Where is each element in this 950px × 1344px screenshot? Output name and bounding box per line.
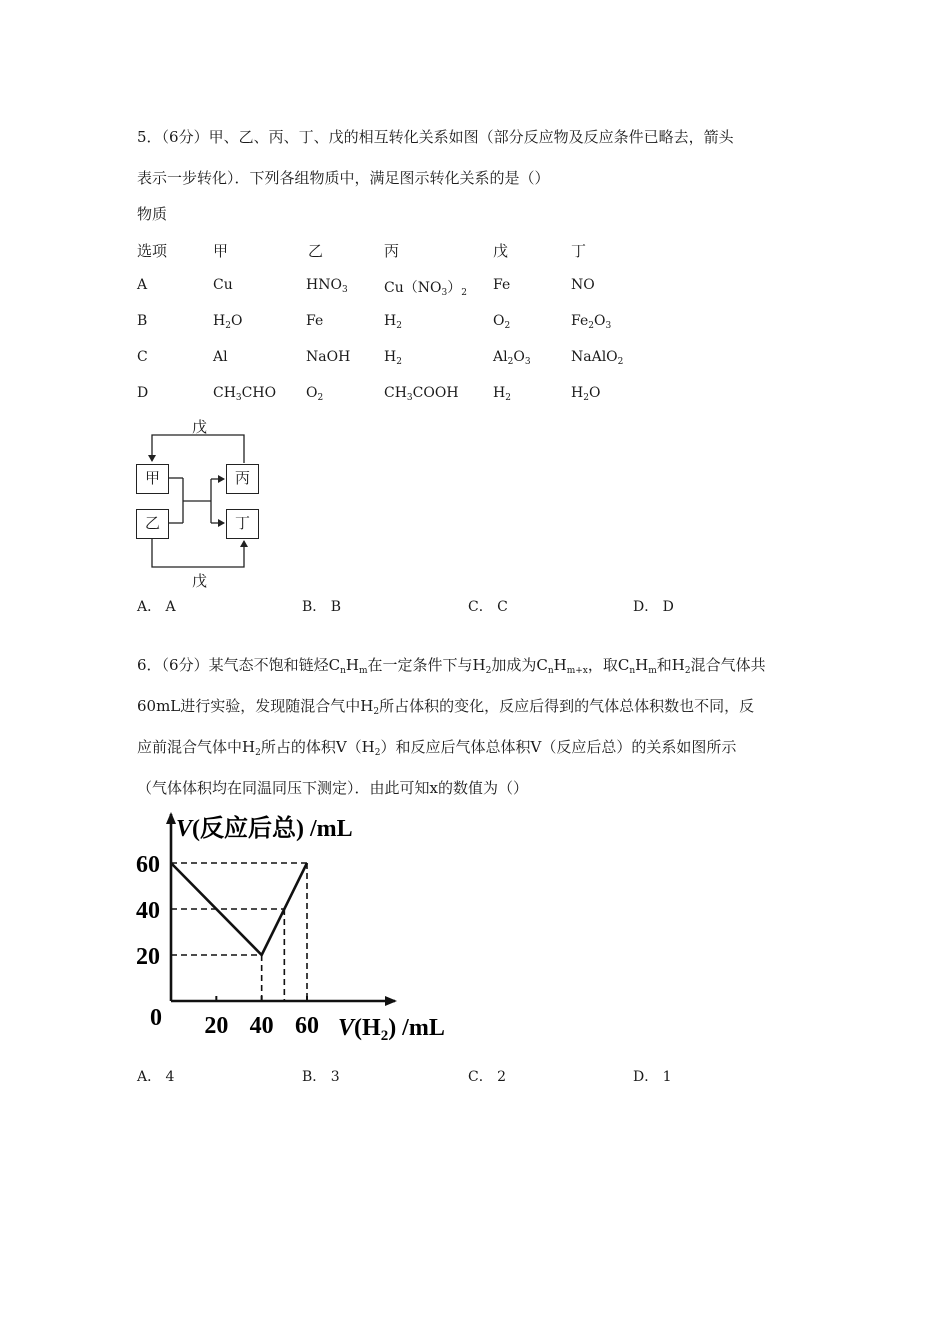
table-cell-b-ding: $Fe_2O_3$ bbox=[571, 313, 612, 331]
q6-stem-line1: 6．（6分）某气态不饱和链烃$C_nH_m$在一定条件下与$H_2$加成为$C_nH_{m+x}$，取$C_nH_m$和$H_2$混合气体共 bbox=[137, 656, 766, 676]
table-cell-b-jia: $H_2O$ bbox=[213, 313, 243, 331]
x-axis-label: $V(H_2)$ /mL bbox=[338, 1015, 445, 1043]
table-cell-d-jia: $CH_3CHO$ bbox=[213, 385, 277, 403]
table-cell-b-wu: $O_2$ bbox=[493, 313, 511, 331]
diagram-arrows bbox=[120, 410, 280, 595]
y-tick-label: 60 bbox=[136, 852, 160, 878]
table-cell-a-yi: $HNO_3$ bbox=[306, 277, 348, 295]
y-tick-label: 40 bbox=[136, 898, 160, 924]
table-cell-d-option: D bbox=[137, 385, 149, 401]
q6-choice-c[interactable]: C． 2 bbox=[468, 1069, 507, 1085]
q5-choice-a[interactable]: A． A bbox=[137, 599, 176, 615]
table-cell-c-jia: Al bbox=[213, 349, 228, 365]
table-cell-c-bing: $H_2$ bbox=[384, 349, 402, 367]
table-cell-a-jia: Cu bbox=[213, 277, 233, 293]
arrow-label-bottom: 戊 bbox=[192, 572, 208, 590]
table-cell-a-option: A bbox=[137, 277, 148, 293]
q6-stem-line3: 应前混合气体中$H_2$所占的体积$V(H_2)$和反应后气体总体积V（反应后总）的关系如图所示 bbox=[137, 738, 737, 758]
table-cell-b-yi: Fe bbox=[306, 313, 324, 329]
table-header-material: 物质 bbox=[137, 205, 168, 223]
table-cell-a-bing: $Cu(NO_3)_2$ bbox=[384, 280, 467, 298]
q5-choice-d[interactable]: D． D bbox=[633, 599, 674, 615]
box-jia: 甲 bbox=[136, 464, 169, 494]
box-yi: 乙 bbox=[136, 509, 169, 539]
table-header-bing: 丙 bbox=[384, 242, 400, 260]
volume-chart bbox=[130, 808, 460, 1043]
origin-label: 0 bbox=[150, 1005, 162, 1031]
y-tick-label: 20 bbox=[136, 944, 160, 970]
arrow-label-top: 戊 bbox=[192, 418, 208, 436]
box-bing: 丙 bbox=[226, 464, 259, 494]
x-tick-label: 60 bbox=[295, 1013, 319, 1039]
table-cell-c-yi: NaOH bbox=[306, 349, 351, 365]
table-cell-a-wu: Fe bbox=[493, 277, 511, 293]
q6-choice-a[interactable]: A． 4 bbox=[137, 1069, 175, 1085]
table-header-option: 选项 bbox=[137, 242, 168, 260]
table-header-yi: 乙 bbox=[308, 242, 324, 260]
table-cell-a-ding: NO bbox=[571, 277, 595, 293]
q6-stem-line4: （气体体积均在同温同压下测定）．由此可知x的数值为（） bbox=[137, 779, 528, 797]
table-cell-c-ding: NaAlO$_2$ bbox=[571, 349, 624, 367]
q6-choice-d[interactable]: D． 1 bbox=[633, 1069, 672, 1085]
q5-stem-line2: 表示一步转化）．下列各组物质中，满足图示转化关系的是（） bbox=[137, 169, 550, 187]
table-header-ding: 丁 bbox=[571, 242, 587, 260]
q5-choice-c[interactable]: C． C bbox=[468, 599, 508, 615]
table-header-jia: 甲 bbox=[213, 242, 229, 260]
table-cell-b-option: B bbox=[137, 313, 148, 329]
y-axis-label: V(反应后总) /mL bbox=[176, 816, 353, 842]
table-header-wu: 戊 bbox=[493, 242, 509, 260]
table-cell-b-bing: $H_2$ bbox=[384, 313, 402, 331]
q6-stem-line2: 60mL进行实验，发现随混合气中$H_2$所占体积的变化，反应后得到的气体总体积数也不同，反 bbox=[137, 697, 755, 717]
table-cell-d-bing: $CH_3COOH$ bbox=[384, 385, 459, 403]
table-cell-c-option: C bbox=[137, 349, 148, 365]
table-cell-d-wu: $H_2$ bbox=[493, 385, 511, 403]
x-tick-label: 40 bbox=[249, 1013, 274, 1039]
box-ding: 丁 bbox=[226, 509, 259, 539]
q5-choice-b[interactable]: B． B bbox=[302, 599, 342, 615]
x-tick-label: 20 bbox=[204, 1013, 229, 1039]
table-cell-c-wu: $Al_2O_3$ bbox=[493, 349, 531, 367]
table-cell-d-yi: $O_2$ bbox=[306, 385, 324, 403]
table-cell-d-ding: $H_2O$ bbox=[571, 385, 601, 403]
q5-stem-line1: 5．（6分）甲、乙、丙、丁、戊的相互转化关系如图（部分反应物及反应条件已略去，箭头 bbox=[137, 128, 734, 146]
q6-choice-b[interactable]: B． 3 bbox=[302, 1069, 340, 1085]
